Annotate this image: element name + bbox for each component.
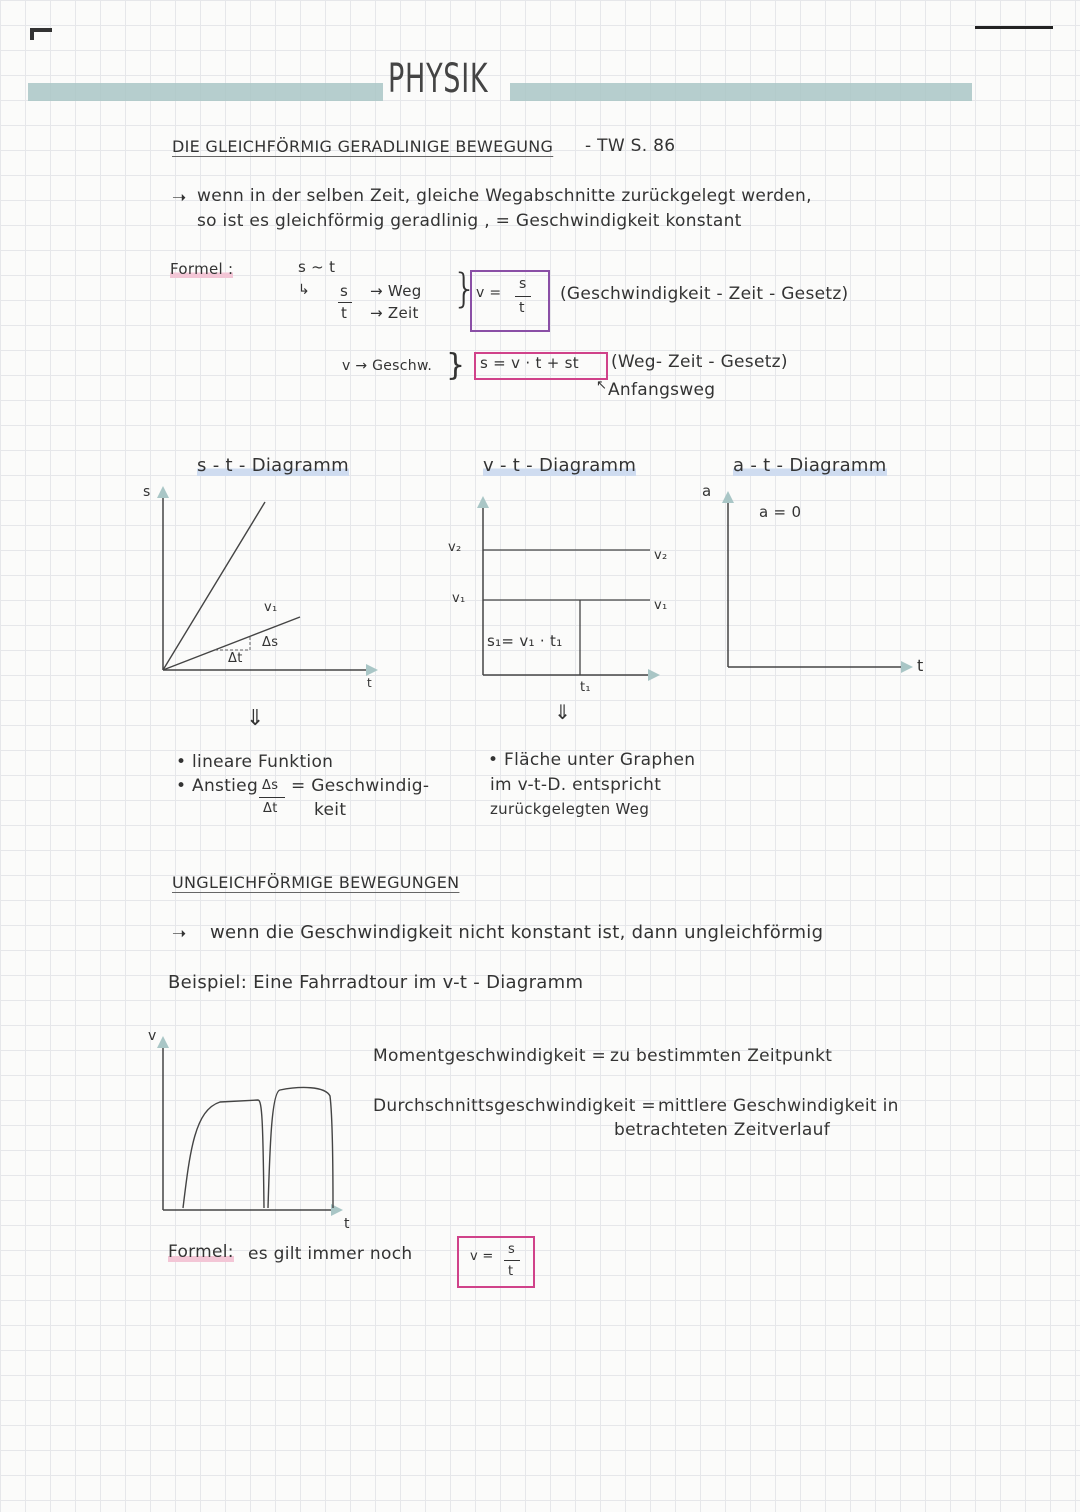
vt-v1-left: v₁ [452, 591, 466, 606]
v-formula-s: s [519, 276, 527, 292]
st-diagram [150, 480, 390, 680]
st-y-arrow [157, 486, 169, 498]
vt-bullet1: • Fläche unter Graphen [488, 750, 696, 770]
s-formula: s = v · t + st [480, 354, 579, 372]
frac-s: s [340, 282, 349, 300]
at-diagram [715, 485, 915, 675]
section1-line1: wenn in der selben Zeit, gleiche Wegabschnitte zurückgelegt werden, [197, 186, 812, 206]
corner-mark [30, 28, 52, 40]
s-law: (Weg- Zeit - Gesetz) [611, 352, 788, 372]
st-bullet2-num: Δs [262, 778, 279, 793]
st-bullet2-den: Δt [263, 801, 278, 816]
vt-y-arrow [477, 496, 489, 508]
geschw-label: v → Geschw. [342, 358, 433, 374]
moment-label: Momentgeschwindigkeit = [373, 1046, 607, 1066]
vt-v2-left: v₂ [448, 540, 462, 555]
at-x-axis: t [917, 656, 924, 675]
weg-label: → Weg [370, 282, 422, 300]
section2-formel-text: es gilt immer noch [248, 1244, 413, 1264]
vt-bullet3: zurückgelegten Weg [490, 800, 650, 818]
section2-formel-label: Formel: [168, 1242, 234, 1262]
ride-y-axis: v [148, 1028, 157, 1044]
ride-x-axis: t [344, 1216, 350, 1232]
section2-v-formula-s: s [508, 1242, 516, 1257]
at-x-arrow [901, 661, 913, 673]
at-a0: a = 0 [759, 503, 802, 521]
section2-v-formula-t: t [508, 1264, 514, 1279]
at-y-arrow [722, 491, 734, 503]
v-fraction-bar [515, 296, 531, 297]
vt-t1: t₁ [580, 680, 591, 695]
section2-v-fraction-bar [504, 1260, 520, 1261]
section2-v-formula-v: v = [470, 1249, 494, 1264]
st-dt: Δt [228, 651, 243, 666]
moment-def: zu bestimmten Zeitpunkt [610, 1046, 833, 1066]
section2-line1: wenn die Geschwindigkeit nicht konstant ist, dann ungleichförmig [210, 922, 824, 943]
st-bullet2a: • Anstieg [176, 776, 259, 796]
edge-mark [975, 26, 1053, 29]
proportional: s ~ t [298, 258, 336, 276]
beispiel: Beispiel: Eine Fahrradtour im v-t - Diagramm [168, 972, 584, 993]
v-formula-t: t [519, 300, 525, 316]
v-law: (Geschwindigkeit - Zeit - Gesetz) [560, 284, 849, 304]
st-bullet2-bar [259, 797, 285, 798]
zeit-label: → Zeit [370, 304, 419, 322]
st-bullet2c: keit [314, 800, 347, 820]
anfangsweg-arrow-icon: ↖ [596, 378, 608, 393]
vt-v2-right: v₂ [654, 548, 668, 563]
brace-icon: } [452, 266, 478, 312]
section1-heading: DIE GLEICHFÖRMIG GERADLINIGE BEWEGUNG [172, 137, 554, 156]
section1-reference: - TW S. 86 [585, 136, 676, 156]
section1-line2: so ist es gleichförmig geradlinig , = Geschwindigkeit konstant [197, 211, 742, 231]
title-band-right [510, 83, 972, 101]
st-title: s - t - Diagramm [197, 455, 349, 476]
section2-heading: UNGLEICHFÖRMIGE BEWEGUNGEN [172, 873, 460, 892]
ride-diagram [150, 1030, 350, 1220]
page-title: PHYSIK [388, 56, 489, 102]
st-x-axis: t [367, 676, 373, 690]
vt-x-arrow [648, 669, 660, 681]
arrow2-icon: ➝ [172, 924, 187, 944]
durch-def1: mittlere Geschwindigkeit in [658, 1096, 899, 1116]
st-y-axis: s [143, 484, 151, 500]
st-ds: Δs [262, 635, 279, 650]
title-band-left [28, 83, 383, 101]
ride-y-arrow [157, 1036, 169, 1048]
at-title: a - t - Diagramm [733, 455, 887, 476]
section2-v-formula-box [457, 1236, 535, 1288]
st-bullet2b: = Geschwindig- [291, 776, 430, 796]
at-y-axis: a [702, 482, 712, 500]
vt-title: v - t - Diagramm [483, 455, 637, 476]
v-formula-v: v = [476, 285, 502, 301]
ride-curve [183, 1088, 333, 1208]
vt-bullet2: im v-t-D. entspricht [490, 775, 662, 795]
st-bullet1: • lineare Funktion [176, 752, 334, 772]
durch-label: Durchschnittsgeschwindigkeit = [373, 1096, 656, 1116]
st-x-arrow [366, 664, 378, 676]
frac-t: t [341, 304, 348, 322]
vt-double-arrow-icon: ⇓ [554, 700, 572, 724]
vt-v1-right: v₁ [654, 598, 668, 613]
st-v1: v₁ [264, 600, 278, 615]
v-formula-box [470, 270, 550, 332]
formel-label: Formel : [170, 260, 234, 278]
vt-area: s₁= v₁ · t₁ [487, 632, 563, 650]
st-double-arrow-icon: ⇓ [246, 706, 265, 731]
vt-diagram [470, 490, 670, 690]
brace2-icon: } [446, 348, 466, 383]
arrow-icon: ➝ [172, 188, 187, 208]
durch-def2: betrachteten Zeitverlauf [614, 1120, 830, 1140]
anfangsweg: Anfangsweg [608, 380, 716, 400]
turn-arrow-icon: ↳ [298, 282, 311, 298]
fraction-bar [338, 302, 352, 303]
